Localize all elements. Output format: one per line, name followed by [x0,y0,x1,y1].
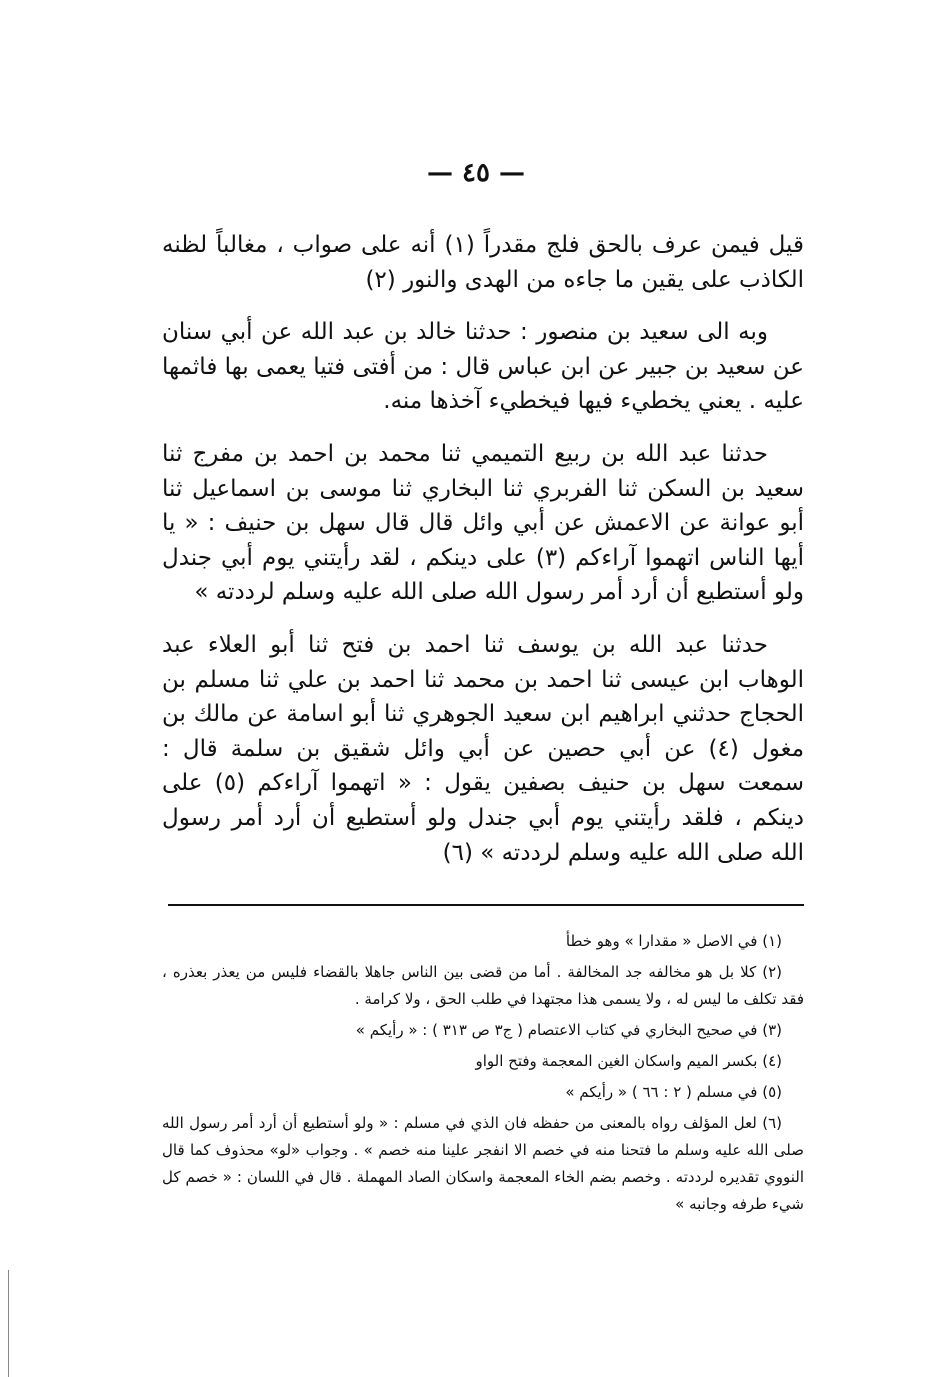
paragraph-4: حدثنا عبد الله بن يوسف ثنا احمد بن فتح ثنا أبو العلاء عبد الوهاب ابن عيسى ثنا احمد بن محمد ثنا احمد بن علي ثنا مسلم بن الحجاج حدثني ابراهيم ابن سعيد الجوهري ثنا أبو اسامة عن مالك بن مغول (٤) عن أبي حصين عن أبي وائل شقيق بن سلمة قال : سمعت سهل بن حنيف بصفين يقول : « اتهموا آراءكم (٥) على دينكم ، فلقد رأيتني يوم أبي جندل ولو أستطيع أن أرد أمر رسول الله صلى الله عليه وسلم لرددته » (٦) [162,631,805,866]
scan-margin-line [8,1270,9,1377]
page-number: — ٤٥ — [426,158,526,188]
footnote-3: (٣) في صحيح البخاري في كتاب الاعتصام ( ج٣ ص ٣١٣ ) : « رأيكم » [355,1021,782,1039]
footnotes [162,928,804,1222]
paragraph-2: وبه الى سعيد بن منصور : حدثنا خالد بن عبد الله عن أبي سنان عن سعيد بن جبير عن ابن عباس قال : من أفتى فتيا يعمى بها فاثمها عليه . يعني يخطيء فيها فيخطيء آخذها منه. [162,319,804,415]
footnote-6: (٦) لعل المؤلف رواه بالمعنى من حفظه فان الذي في مسلم : « ولو أستطيع أن أرد أمر رسول الله صلى الله عليه وسلم ما فتحنا منه في خصم الا انفجر علينا منه خصم » . وجواب «لو» محذوف كما قال النووي تقديره لرددته . وخصم بضم الخاء المعجمة واسكان الصاد المهملة . قال في اللسان : « خصم كل شيء طرفه وجانبه » [162,1114,804,1213]
footnote-1: (١) في الاصل « مقدارا » وهو خطأ [565,932,782,950]
paragraph-1: قيل فيمن عرف بالحق فلج مقدراً (١) أنه على صواب ، مغالباً لظنه الكاذب على يقين ما جاءه من الهدى والنور (٢) [162,232,804,293]
main-text [162,228,804,888]
paragraph-3: حدثنا عبد الله بن ربيع التميمي ثنا محمد بن احمد بن مفرج ثنا سعيد بن السكن ثنا الفربري ثنا البخاري ثنا موسى بن اسماعيل ثنا أبو عوانة عن الاعمش عن أبي وائل قال قال سهل بن حنيف : « يا أيها الناس اتهموا آراءكم (٣) على دينكم ، لقد رأيتني يوم أبي جندل ولو أستطيع أن أرد أمر رسول الله صلى الله عليه وسلم لرددته » [162,440,804,606]
footnote-2: (٢) كلا بل هو مخالفه جد المخالفة . أما من قضى بين الناس جاهلا بالقضاء فليس من يعذر بعذره ، فقد تكلف ما ليس له ، ولا يسمى هذا مجتهدا في طلب الحق ، ولا كرامة . [162,963,804,1008]
footnote-divider [168,904,804,906]
footnote-4: (٤) بكسر الميم واسكان الغين المعجمة وفتح الواو [475,1052,782,1070]
footnote-5: (٥) في مسلم ( ٢ : ٦٦ ) « رأيكم » [565,1083,782,1101]
